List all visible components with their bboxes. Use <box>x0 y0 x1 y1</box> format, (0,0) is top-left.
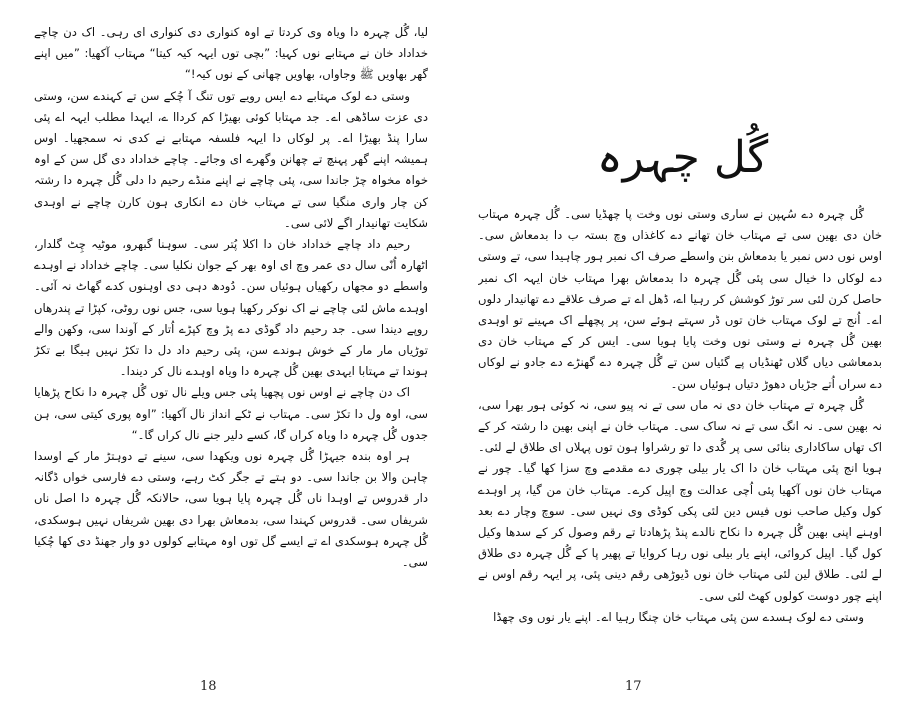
paragraph: گُل چہرہ تے مہتاب خان دی نہ ماں سی تے نہ پیو سی، نہ کوئی ہور بھرا سی، نہ بھین سی۔ نہ انگ سی تے نہ ساک سی۔ مہتاب خان نے اپنی بھین دا رشتہ کر کے اک تھاں ساکاداری بنائی سی پر گُدی دا تو رشراوا ہون توں پہلاں ای طلاق لے لئی۔ ہویا انج پئی مہتاب خان دا اک یار بیلی چوری دے مقدمے وچ سزا کھا گیا۔ چور نے مہتاب خان نوں آکھیا پئی اُچی عدالت وچ اپیل کرے۔ مہتاب خان من گیا، پر اوہدے کول وکیل صاحب نوں فیس دین لئی پکی کوڈی وی نہیں سی۔ سوچ وچار دے بعد اوہنے اپنی بھین گُل چہرہ دا نکاح نالدے پنڈ پڑھادتا تے رقم وصول کر کے سدھا وکیل کول گیا۔ اپیل کروائی، اپنے یار بیلی نوں رہا کروایا تے پھیر پا کے گُل چہرہ دی طلاق لے لئی۔ طلاق لین لئی مہتاب خان نوں ڈیوڑھی رقم دینی پئی، پر ایہہ رقم اوس نے اپنے چور دوست کولوں کھٹ لئی سی۔ <box>478 397 882 603</box>
page-number-left: 18 <box>200 679 217 694</box>
page-number-right: 17 <box>625 679 642 694</box>
right-page-text <box>478 204 882 628</box>
paragraph: وستی دے لوک ہسدے سن پئی مہتاب خان چنگا رہیا اے۔ اپنے یار نوں وی چھڈا <box>493 609 864 624</box>
paragraph: لیا، گُل چہرہ دا ویاہ وی کردتا تے اوہ کنواری دی کنواری ای رہی۔ اک دن چاچے خداداد خان نے مہتابے نوں کہیا: ”بچی توں ایہہ کیہ کیتا“ مہتاب آکھیا: ”میں اپنے گھر بھاویں ﷺ وجاواں، بھاویں چھانی کے نوں کیہ!“ <box>34 25 428 82</box>
chapter-title: گُل چہرہ <box>596 132 769 183</box>
paragraph: وستی دے لوک مہتابے دے ایس رویے توں تنگ آ چُکے سن تے کہندے سن، وستی دی عزت ساڈھی اے۔ جد مہتابا کوئی بھیڑا کم کرداا ے، ایہدا مطلب ایہہ اے پئی سارا پنڈ بھیڑا اے۔ پر لوکاں دا ایہہ فلسفہ مہتابے نے کدی نہ سمجھیا۔ اوس ہمیشہ اپنے گھر پہنچ تے چھانن وگھرے ای وجائے۔ چاچے خداداد دی گل سن کے اوہ خواہ مخواہ چڑ جاندا سی، پئی چاچے نے اپنے منڈے رحیم دا دلی گُل چہرہ دا رشتہ کن چار واری منگیا سی تے مہتاب خان دے انکاری ہون کارن چاچے نے اوہدی شکایت تھانیدار اگے لائی سی۔ <box>34 88 428 230</box>
right-page <box>455 0 910 703</box>
paragraph: گُل چہرہ دے سُہپن نے ساری وستی نوں وخت پا چھڈیا سی۔ گُل چہرہ مہتاب خان دی بھین سی تے مہتاب خان تھانے دے کاغذاں وچ بستہ ب دا بدمعاش سی۔ اوس نوں دس نمبر یا بدمعاش بنن واسطے صرف اک نمبر ہور چاہیدا سی، تے وستی دے لوکاں دا خیال سی پئی گُل چہرہ دا بدمعاش بھرا مہتاب خان ایہہ اک نمبر حاصل کرن لئی سر توڑ کوشش کر رہیا اے، ڈھل اے تے صرف علاقے دے تھانیدار دلوں اے۔ اُنج تے لوک مہتاب خان توں ڈر سہتے ہوئے سن، پر پچھلے اک مہینے تو اوہدی بھین گُل چہرہ نے وستی نوں وخت پایا ہویا سی۔ ایس کر کے مہتاب خان دی بدمعاشی دیاں گلاں ٹھنڈیاں پے گئیاں سن تے گُل چہرہ دے گھنڑے دے جادو نے لوکاں دے سراں اُتے جڑیاں دھوڑ دتیاں ہوئیاں سن۔ <box>478 207 882 391</box>
paragraph: ہر اوہ بندہ جیہڑا گُل چہرہ نوں ویکھدا سی، سینے تے دوہتڑ مار کے اوسدا چاہن والا بن جاندا سی۔ دو ہتے تے جگر کٹ رہے، وستی دے فارسی خواں ڈگانہ دار قدروس تے اوہدا ناں گُل چہرہ پایا ہویا سی، حالانکہ گُل چہرہ دا اصل ناں شریفاں سی۔ قدروس کہندا سی، بدمعاش بھرا دی بھین شریفاں نہیں ہوسکدی، گُل چہرہ ہوسکدی اے تے ایسے گل توں اوہ مہتابے کولوں دو وار جھنڈ دی کھا چُکیا سی۔ <box>34 449 428 570</box>
paragraph: رحیم داد چاچے خداداد خان دا اکلا پُتر سی۔ سوہنا گبھرو، موٹیہ چِٹ گلدار، اٹھارہ اُنّی سال دی عمر وچ ای اوہ بھر کے جوان نکلیا سی۔ چاچے خداداد نے اوہدے واسطے دو مجھاں رکھیاں ہوئیاں سن۔ دُودھ دہی دی اوہنوں کدے گھاٹ نہ آئی۔ اوہدے ماش لئی چاچے نے اک نوکر رکھیا ہویا سی، جس نوں روٹی، کپڑا تے پندرھاں روپے دیندا سی۔ جد رحیم داد گوڈی دے پڑ وچ کپڑے اُتار کے آوندا سی، وکھن والے توڑیاں مار مار کے خوش ہوندے سن، پئی رحیم داد دل دا تکڑ نہیں ہیگا بے تکڑ ہوندا تے مہتابا ایہدی بھین گُل چہرہ دا ویاہ اوہدے نال کر دیندا۔ <box>34 237 428 379</box>
paragraph: اک دن چاچے نے اوس نوں پچھیا پئی جس ویلے نال توں گُل چہرہ دا نکاح پڑھایا سی، اوہ ول دا تکڑ سی۔ مہتاب نے ٹکے انداز نال آکھیا: ”اوہ پوری کیتی سی، ہن جدوں گُل چہرہ دا ویاہ کراں گا، کسے دلیر جنے نال کراں گا۔“ <box>34 385 428 442</box>
left-page-text <box>34 22 428 573</box>
